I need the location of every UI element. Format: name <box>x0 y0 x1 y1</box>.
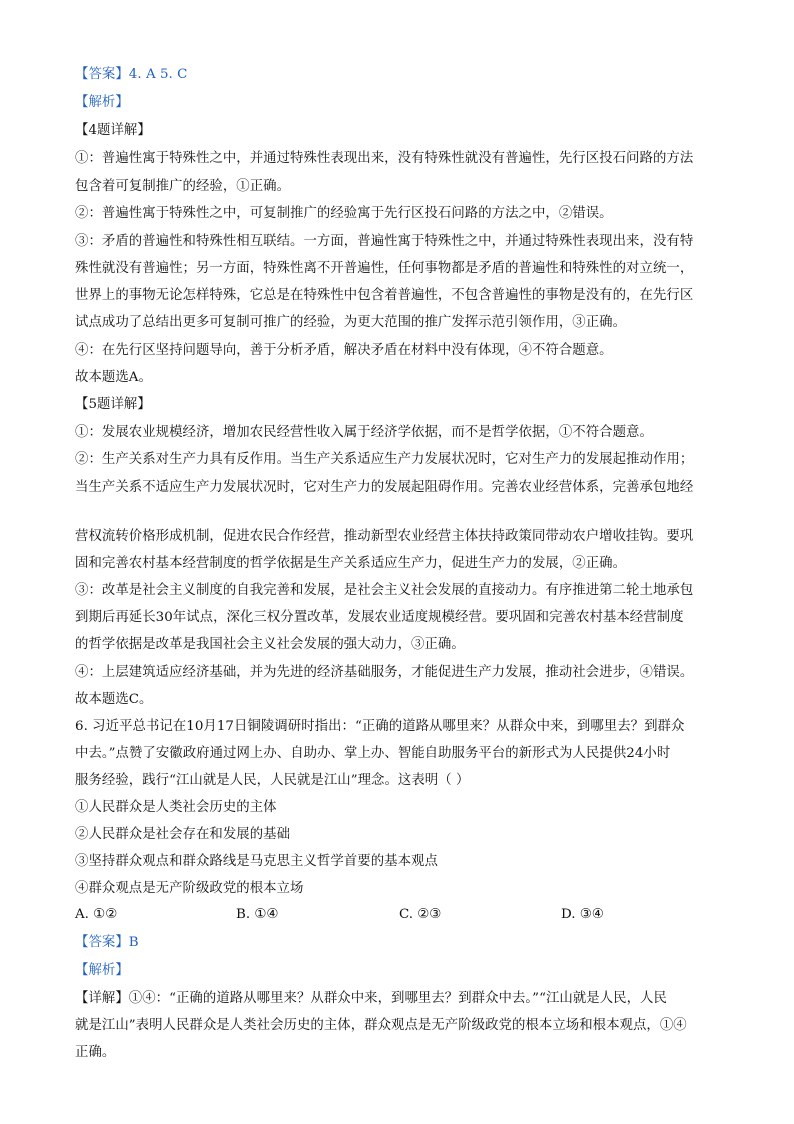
option-a: A. ①② <box>75 907 118 922</box>
q4-line: ①：普遍性寓于特殊性之中，并通过特殊性表现出来，没有特殊性就没有普遍性，先行区投石问路的方法 <box>75 151 694 166</box>
q4-line: ②：普遍性寓于特殊性之中，可复制推广的经验寓于先行区投石问路的方法之中，②错误。 <box>75 206 613 221</box>
q5-header: 【5题详解】 <box>75 397 151 412</box>
q4-header: 【4题详解】 <box>75 123 151 138</box>
q5-line: ②：生产关系对生产力具有反作用。当生产关系适应生产力发展状况时，它对生产力的发展起推动作用； <box>75 452 694 467</box>
q5-line: 故本题选C。 <box>75 692 153 707</box>
q6-stem: 中去。”点赞了安徽政府通过网上办、自助办、掌上办、智能自助服务平台的新形式为人民提供24小时 <box>75 746 671 761</box>
q6-statement: ②人民群众是社会存在和发展的基础 <box>75 827 291 842</box>
q5-line: 固和完善农村基本经营制度的哲学依据是生产关系适应生产力，促进生产力的发展，②正确。 <box>75 556 627 571</box>
q5-line: 的哲学依据是改革是我国社会主义社会发展的强大动力，③正确。 <box>75 637 465 652</box>
q6-statement: ④群众观点是无产阶级政党的根本立场 <box>75 881 304 896</box>
q5-line: ④：上层建筑适应经济基础，并为先进的经济基础服务，才能促进生产力发展，推动社会进步，④错误。 <box>75 665 694 680</box>
option-c: C. ②③ <box>399 907 442 922</box>
q6-stem: 服务经验，践行“江山就是人民，人民就是江山”理念。这表明（ ） <box>75 773 470 788</box>
q5-line: 营权流转价格形成机制，促进农民合作经营，推动新型农业经营主体扶持政策同带动农户增收挂钩。要巩 <box>75 529 694 544</box>
q4-line: 殊性就没有普遍性；另一方面，特殊性离不开普遍性，任何事物都是矛盾的普遍性和特殊性的对立统一， <box>75 261 694 276</box>
option-d: D. ③④ <box>561 907 604 922</box>
answer-4-5: 【答案】4. A 5. C <box>75 67 188 82</box>
q4-line: 世界上的事物无论怎样特殊，它总是在特殊性中包含着普遍性，不包含普遍性的事物是没有的，在先行区 <box>75 288 694 303</box>
q4-line: ③：矛盾的普遍性和特殊性相互联结。一方面，普遍性寓于特殊性之中，并通过特殊性表现出来，没有特 <box>75 234 694 249</box>
q6-detail: 正确。 <box>75 1045 116 1060</box>
q6-statement: ③坚持群众观点和群众路线是马克思主义哲学首要的基本观点 <box>75 854 438 869</box>
q6-stem: 6. 习近平总书记在10月17日铜陵调研时指出：“正确的道路从哪里来？从群众中来，到哪里去？到群众 <box>75 719 685 734</box>
q5-line: ③：改革是社会主义制度的自我完善和发展，是社会主义社会发展的直接动力。有序推进第二轮土地承包 <box>75 583 694 598</box>
q4-line: 包含着可复制推广的经验，①正确。 <box>75 179 291 194</box>
q6-detail: 就是江山”表明人民群众是人类社会历史的主体，群众观点是无产阶级政党的根本立场和根本观点，①④ <box>75 1018 687 1033</box>
q6-options <box>75 906 723 924</box>
q6-statement: ①人民群众是人类社会历史的主体 <box>75 800 277 815</box>
analysis-label-6: 【解析】 <box>75 963 129 978</box>
q6-detail: 【详解】①④：“正确的道路从哪里来？从群众中来，到哪里去？到群众中去。”“江山就是人民，人民 <box>75 991 667 1006</box>
q4-line: 故本题选A。 <box>75 370 152 385</box>
q5-line: 到期后再延长30年试点，深化三权分置改革，发展农业适度规模经营。要巩固和完善农村基本经营制度 <box>75 610 684 625</box>
q5-line: ①：发展农业规模经济，增加农民经营性收入属于经济学依据，而不是哲学依据，①不符合题意。 <box>75 425 653 440</box>
q4-line: ④：在先行区坚持问题导向，善于分析矛盾，解决矛盾在材料中没有体现，④不符合题意。 <box>75 343 613 358</box>
analysis-label: 【解析】 <box>75 95 129 110</box>
q5-line: 当生产关系不适应生产力发展状况时，它对生产力的发展起阻碍作用。完善农业经营体系，完善承包地经 <box>75 480 694 495</box>
option-b: B. ①④ <box>236 907 279 922</box>
answer-6: 【答案】B <box>75 935 139 950</box>
q4-line: 试点成功了总结出更多可复制可推广的经验，为更大范围的推广发挥示范引领作用，③正确。 <box>75 315 627 330</box>
